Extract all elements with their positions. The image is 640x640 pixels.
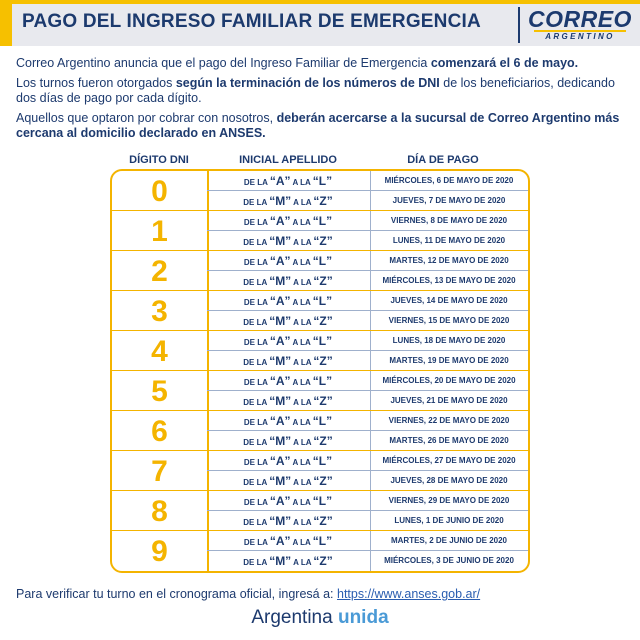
surname-range: [207, 251, 369, 271]
surname-letter: “M”: [269, 274, 292, 288]
intro-p2-bold: según la terminación de los números de DNI: [175, 76, 440, 90]
range-connector: DE LA: [243, 258, 270, 267]
payment-date: MARTES, 12 DE MAYO DE 2020: [389, 256, 509, 265]
surname-letter: “M”: [269, 434, 292, 448]
dni-digit: 8: [151, 495, 168, 528]
header-bar: [0, 4, 640, 46]
range-connector: DE LA: [243, 498, 270, 507]
sub-row: [207, 531, 528, 551]
sub-row: [207, 431, 528, 451]
sub-row: [207, 451, 528, 471]
surname-letter: “L”: [312, 454, 333, 468]
payment-date: MARTES, 19 DE MAYO DE 2020: [389, 356, 509, 365]
sub-row: [207, 491, 528, 511]
surname-range: [207, 311, 369, 331]
surname-letter: “A”: [269, 534, 291, 548]
dni-digit: 2: [151, 255, 168, 288]
range-connector: A LA: [290, 258, 313, 267]
sub-row: [207, 271, 528, 291]
sub-row: [207, 511, 528, 531]
range-connector: DE LA: [243, 478, 270, 487]
surname-letter: “Z”: [313, 234, 333, 248]
brand-part-2: unida: [337, 607, 389, 628]
surname-letter: “L”: [312, 494, 333, 508]
page-title: PAGO DEL INGRESO FAMILIAR DE EMERGENCIA: [22, 11, 481, 32]
range-connector: DE LA: [243, 458, 270, 467]
surname-letter: “L”: [312, 214, 333, 228]
surname-letter: “Z”: [313, 354, 333, 368]
logo-sub-text: ARGENTINO: [534, 30, 626, 41]
intro-paragraph-3: [16, 111, 626, 141]
surname-letter: “A”: [269, 494, 291, 508]
sub-row: [207, 311, 528, 331]
dni-digit: 0: [151, 175, 168, 208]
footer-text: Para verificar tu turno en el cronograma oficial, ingresá a:: [16, 587, 337, 601]
range-connector: DE LA: [243, 358, 270, 367]
sub-row: [207, 551, 528, 571]
sub-row: [207, 411, 528, 431]
surname-range: [207, 351, 369, 371]
surname-letter: “M”: [269, 394, 292, 408]
dni-digit: 4: [151, 335, 168, 368]
surname-letter: “M”: [269, 514, 292, 528]
surname-letter: “L”: [312, 294, 333, 308]
table-row: [112, 331, 528, 371]
brand-part-1: Argentina: [251, 607, 333, 628]
table-row: [112, 211, 528, 251]
surname-letter: “L”: [312, 414, 333, 428]
dni-digit: 6: [151, 415, 168, 448]
surname-range: [207, 331, 369, 351]
payment-date: LUNES, 18 DE MAYO DE 2020: [392, 336, 506, 345]
table-row: [112, 531, 528, 571]
sub-row: [207, 391, 528, 411]
sub-row: [207, 351, 528, 371]
surname-letter: “Z”: [313, 314, 333, 328]
surname-letter: “Z”: [313, 554, 333, 568]
table-row: [112, 291, 528, 331]
range-connector: DE LA: [243, 178, 270, 187]
surname-letter: “A”: [269, 334, 291, 348]
surname-letter: “M”: [269, 554, 292, 568]
range-connector: A LA: [290, 298, 313, 307]
sub-row: [207, 171, 528, 191]
surname-letter: “A”: [269, 414, 291, 428]
surname-letter: “Z”: [313, 194, 333, 208]
range-connector: DE LA: [243, 438, 270, 447]
payment-date: MARTES, 26 DE MAYO DE 2020: [389, 436, 509, 445]
footer-verify-text: [16, 587, 480, 601]
range-connector: DE LA: [243, 278, 270, 287]
range-connector: A LA: [290, 418, 313, 427]
surname-letter: “L”: [312, 174, 333, 188]
payment-date: MIÉRCOLES, 6 DE MAYO DE 2020: [384, 176, 514, 185]
surname-range: [207, 191, 369, 211]
range-connector: A LA: [291, 358, 314, 367]
range-connector: DE LA: [243, 338, 270, 347]
payment-date: MIÉRCOLES, 3 DE JUNIO DE 2020: [384, 556, 514, 565]
intro-p2-text-end: de los beneficiarios, dedicando dos días de pago por cada dígito.: [16, 76, 615, 105]
range-connector: A LA: [291, 278, 314, 287]
surname-letter: “L”: [312, 374, 333, 388]
range-connector: DE LA: [243, 398, 270, 407]
payment-date: VIERNES, 22 DE MAYO DE 2020: [388, 416, 510, 425]
range-connector: DE LA: [243, 218, 270, 227]
surname-range: [207, 531, 369, 551]
surname-letter: “Z”: [313, 274, 333, 288]
surname-range: [207, 231, 369, 251]
table-row: [112, 491, 528, 531]
intro-p2-text: Los turnos fueron otorgados: [16, 76, 176, 90]
surname-range: [207, 271, 369, 291]
payment-date: MARTES, 2 DE JUNIO DE 2020: [390, 536, 508, 545]
surname-range: [207, 211, 369, 231]
payment-date: VIERNES, 15 DE MAYO DE 2020: [388, 316, 510, 325]
surname-range: [207, 451, 369, 471]
surname-letter: “L”: [312, 334, 333, 348]
column-header-initial: INICIAL APELLIDO: [239, 154, 337, 166]
column-header-digit: DÍGITO DNI: [129, 154, 189, 166]
payment-date: JUEVES, 21 DE MAYO DE 2020: [390, 396, 508, 405]
header-accent-bar: [0, 4, 12, 46]
correo-argentino-logo: [528, 6, 636, 44]
sub-row: [207, 231, 528, 251]
surname-letter: “M”: [269, 474, 292, 488]
surname-range: [207, 551, 369, 571]
surname-range: [207, 411, 369, 431]
intro-p1-text: Correo Argentino anuncia que el pago del Ingreso Familiar de Emergencia: [16, 56, 431, 70]
range-connector: DE LA: [243, 378, 270, 387]
range-connector: A LA: [290, 338, 313, 347]
range-connector: DE LA: [243, 518, 270, 527]
sub-row: [207, 471, 528, 491]
intro-paragraph-1: [16, 56, 626, 71]
dni-digit: 5: [151, 375, 168, 408]
table-row: [112, 171, 528, 211]
range-connector: A LA: [291, 478, 314, 487]
range-connector: DE LA: [243, 538, 270, 547]
payment-date: JUEVES, 7 DE MAYO DE 2020: [392, 196, 506, 205]
argentina-unida-logo: [0, 607, 640, 629]
dni-digit: 1: [151, 215, 168, 248]
table-row: [112, 251, 528, 291]
anses-link[interactable]: https://www.anses.gob.ar/: [337, 587, 481, 601]
surname-letter: “M”: [269, 354, 292, 368]
payment-date: VIERNES, 29 DE MAYO DE 2020: [388, 496, 510, 505]
surname-letter: “A”: [269, 214, 291, 228]
range-connector: A LA: [291, 398, 314, 407]
range-connector: A LA: [290, 218, 313, 227]
range-connector: A LA: [291, 238, 314, 247]
dni-digit: 3: [151, 295, 168, 328]
range-connector: A LA: [290, 178, 313, 187]
surname-letter: “A”: [269, 174, 291, 188]
surname-letter: “M”: [269, 234, 292, 248]
range-connector: A LA: [291, 518, 314, 527]
sub-row: [207, 331, 528, 351]
surname-range: [207, 291, 369, 311]
payment-date: JUEVES, 28 DE MAYO DE 2020: [390, 476, 508, 485]
range-connector: A LA: [291, 558, 314, 567]
intro-paragraph-2: [16, 76, 626, 106]
intro-p3-bold: deberán acercarse a la sucursal de Correo Argentino más cercana al domicilio declarado en ANSES.: [16, 111, 620, 140]
surname-range: [207, 471, 369, 491]
surname-letter: “Z”: [313, 474, 333, 488]
payment-date: LUNES, 11 DE MAYO DE 2020: [392, 236, 506, 245]
range-connector: DE LA: [243, 238, 270, 247]
range-connector: DE LA: [243, 198, 270, 207]
range-connector: A LA: [290, 498, 313, 507]
payment-date: MIÉRCOLES, 20 DE MAYO DE 2020: [382, 376, 516, 385]
range-connector: A LA: [290, 538, 313, 547]
intro-p3-text: Aquellos que optaron por cobrar con nosotros,: [16, 111, 277, 125]
surname-range: [207, 391, 369, 411]
payment-date: MIÉRCOLES, 13 DE MAYO DE 2020: [382, 276, 516, 285]
header-divider: [518, 7, 520, 43]
surname-letter: “L”: [312, 254, 333, 268]
range-connector: A LA: [291, 198, 314, 207]
logo-main-text: CORREO: [528, 6, 632, 32]
surname-range: [207, 431, 369, 451]
range-connector: A LA: [290, 378, 313, 387]
column-header-date: DÍA DE PAGO: [407, 154, 479, 166]
surname-letter: “M”: [269, 194, 292, 208]
payment-date: VIERNES, 8 DE MAYO DE 2020: [390, 216, 508, 225]
range-connector: DE LA: [243, 298, 270, 307]
payment-date: LUNES, 1 DE JUNIO DE 2020: [394, 516, 504, 525]
payment-date: MIÉRCOLES, 27 DE MAYO DE 2020: [382, 456, 516, 465]
dni-digit: 7: [151, 455, 168, 488]
table-row: [112, 451, 528, 491]
range-connector: DE LA: [243, 418, 270, 427]
surname-range: [207, 171, 369, 191]
range-connector: A LA: [291, 318, 314, 327]
sub-row: [207, 211, 528, 231]
sub-row: [207, 291, 528, 311]
payment-schedule-table: [110, 169, 530, 573]
table-row: [112, 371, 528, 411]
surname-letter: “Z”: [313, 394, 333, 408]
sub-row: [207, 371, 528, 391]
range-connector: DE LA: [243, 318, 270, 327]
surname-letter: “A”: [269, 454, 291, 468]
intro-p1-bold: comenzará el 6 de mayo.: [430, 56, 579, 70]
dni-digit: 9: [151, 535, 168, 568]
surname-range: [207, 371, 369, 391]
surname-letter: “A”: [269, 254, 291, 268]
surname-letter: “L”: [312, 534, 333, 548]
surname-letter: “A”: [269, 294, 291, 308]
range-connector: A LA: [291, 438, 314, 447]
surname-letter: “Z”: [313, 434, 333, 448]
range-connector: DE LA: [243, 558, 270, 567]
sub-row: [207, 191, 528, 211]
surname-letter: “Z”: [313, 514, 333, 528]
table-row: [112, 411, 528, 451]
range-connector: A LA: [290, 458, 313, 467]
surname-range: [207, 491, 369, 511]
surname-letter: “A”: [269, 374, 291, 388]
payment-date: JUEVES, 14 DE MAYO DE 2020: [390, 296, 508, 305]
surname-letter: “M”: [269, 314, 292, 328]
surname-range: [207, 511, 369, 531]
sub-row: [207, 251, 528, 271]
